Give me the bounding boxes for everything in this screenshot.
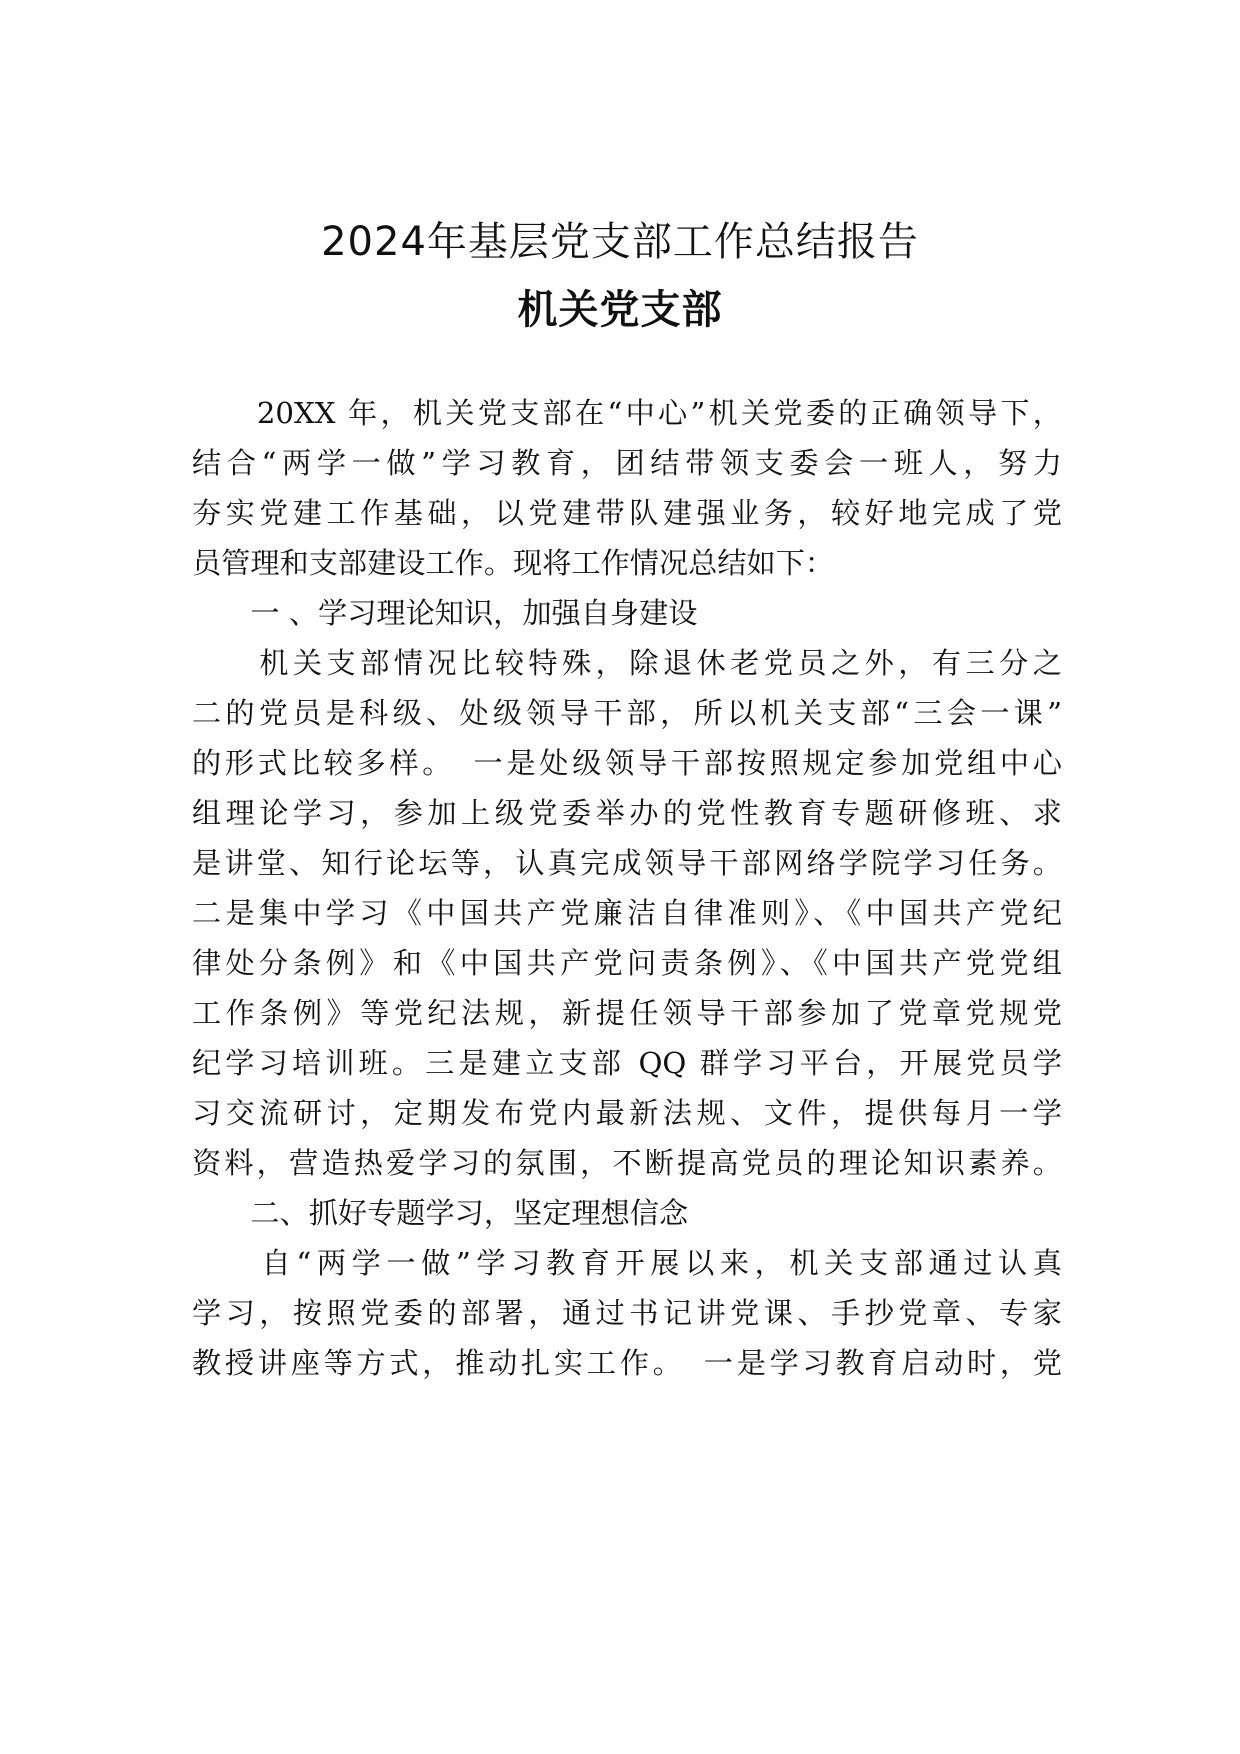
body-line: 资料，营造热爱学习的氛围，不断提高党员的理论知识素养。 — [192, 1146, 1062, 1180]
body-line: 是讲堂、知行论坛等，认真完成领导干部网络学院学习任务。 — [192, 846, 1062, 880]
body-line: 员管理和支部建设工作。现将工作情况总结如下： — [192, 546, 835, 580]
section-heading: 二、抓好专题学习，坚定理想信念 — [192, 1196, 689, 1230]
document-subtitle: 机关党支部 — [517, 287, 723, 333]
section-heading: 一 、学习理论知识，加强自身建设 — [192, 596, 698, 630]
body-line: 律处分条例》和《中国共产党问责条例》、《中国共产党党组 — [192, 946, 1062, 980]
body-line: 夯实党建工作基础，以党建带队建强业务，较好地完成了党 — [192, 496, 1062, 530]
body-line: 机关支部情况比较特殊，除退休老党员之外，有三分之 — [192, 646, 1062, 680]
body-line: 教授讲座等方式，推动扎实工作。 一是学习教育启动时，党 — [192, 1346, 1062, 1380]
body-line: 习交流研讨，定期发布党内最新法规、文件，提供每月一学 — [192, 1096, 1062, 1130]
body-line: 20XX 年，机关党支部在“中心”机关党委的正确领导下， — [192, 396, 1062, 430]
body-line: 自“两学一做”学习教育开展以来，机关支部通过认真 — [192, 1246, 1062, 1280]
body-line: 工作条例》等党纪法规，新提任领导干部参加了党章党规党 — [192, 996, 1062, 1030]
body-line: 结合“两学一做”学习教育，团结带领支委会一班人，努力 — [192, 446, 1062, 480]
body-line: 学习，按照党委的部署，通过书记讲党课、手抄党章、专家 — [192, 1296, 1062, 1330]
body-line: 的形式比较多样。 一是处级领导干部按照规定参加党组中心 — [192, 746, 1062, 780]
body-line: 组理论学习，参加上级党委举办的党性教育专题研修班、求 — [192, 796, 1062, 830]
document-title: 2024年基层党支部工作总结报告 — [321, 219, 919, 265]
body-line: 二的党员是科级、处级领导干部，所以机关支部“三会一课” — [192, 696, 1062, 730]
body-line: 二是集中学习《中国共产党廉洁自律准则》、《中国共产党纪 — [192, 896, 1062, 930]
body-line: 纪学习培训班。三是建立支部 QQ 群学习平台，开展党员学 — [192, 1046, 1062, 1080]
